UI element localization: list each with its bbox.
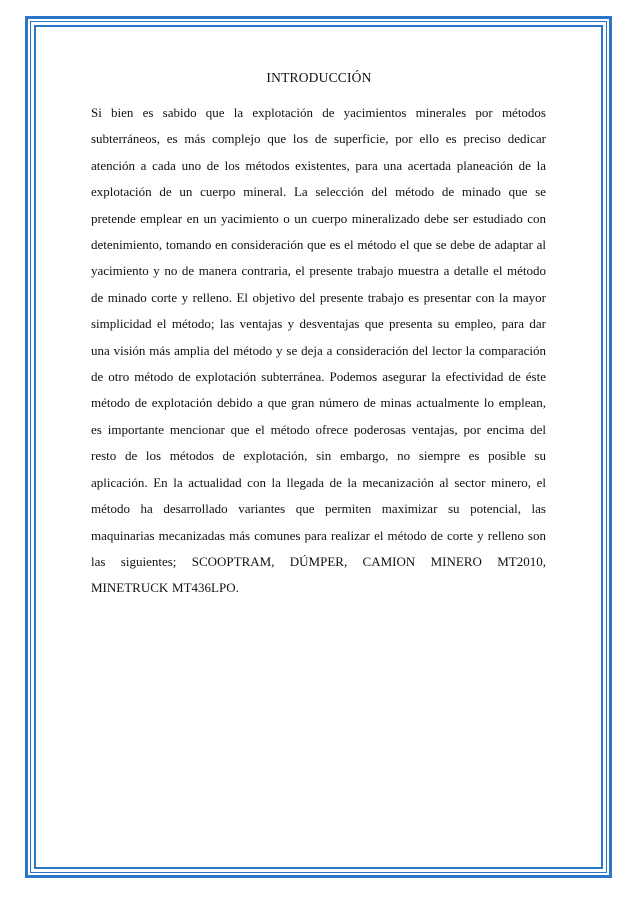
body-paragraph: Si bien es sabido que la explotación de yacimientos minerales por métodos subterráneos, es más complejo que los de superficie, por ello es preciso dedicar atención a cada uno de los métodos existentes, para una acertada planeación de la explotación de un cuerpo mineral. La selección del método de minado que se pretende emplear en un yacimiento o un cuerpo mineralizado debe ser estudiado con detenimiento, tomando en consideración que es el método el que se debe de adaptar al yacimiento y no de manera contraria, el presente trabajo muestra a detalle el método de minado corte y relleno. El objetivo del presente trabajo es presentar con la mayor simplicidad el método; las ventajas y desventajas que presenta su empleo, para dar una visión más amplia del método y se deja a consideración del lector la comparación de otro método de explotación subterránea. Podemos asegurar la efectividad de éste método de explotación debido a que gran número de minas actualmente lo emplean, es importante mencionar que el método ofrece poderosas ventajas, por encima del resto de los métodos de explotación, sin embargo, no siempre es posible su aplicación. En la actualidad con la llegada de la mecanización al sector minero, el método ha desarrollado variantes que permiten maximizar su potencial, las maquinarias mecanizadas más comunes para realizar el método de corte y relleno son las siguientes; SCOOPTRAM, DÚMPER, CAMION MINERO MT2010, MINETRUCK MT436LPO.	[91, 105, 546, 596]
page-title: INTRODUCCIÓN	[266, 70, 372, 85]
